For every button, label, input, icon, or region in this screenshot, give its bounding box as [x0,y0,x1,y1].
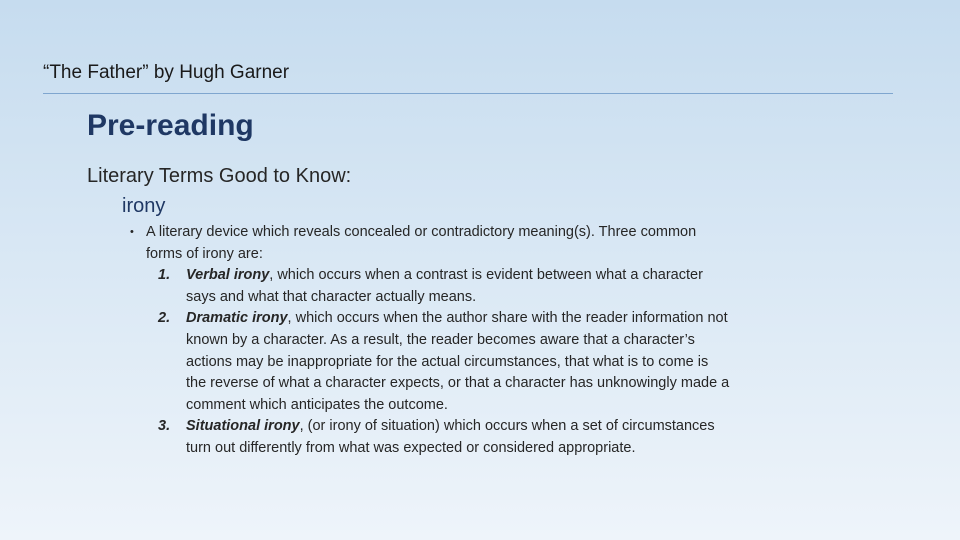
bullet-icon: • [130,226,134,238]
section-title: Pre-reading [87,109,254,142]
subtitle: Literary Terms Good to Know: [87,165,352,187]
list-number: 3. [158,418,171,435]
list-item [130,416,730,459]
list-number: 2. [158,310,171,327]
list-item [130,265,730,308]
definition-block [130,222,730,460]
form-term: Situational irony [186,418,300,435]
form-text: , which occurs when a contrast is evident between what a character says and what that character actually means. [186,267,703,305]
definition-bullet [130,222,730,265]
definition-text: A literary device which reveals concealed or contradictory meaning(s). Three common forms of irony are: [146,224,697,262]
term-heading: irony [122,195,166,217]
list-number: 1. [158,267,171,284]
header-divider [43,93,893,94]
form-term: Verbal irony [186,267,270,284]
form-term: Dramatic irony [186,310,288,327]
form-text: , which occurs when the author share with the reader information not known by a character. As a result, the reader becomes aware that a character’s actions may be inappropriate for the actual circumstances, that what is to come is the reverse of what a character expects, or that a character has unknowingly made a comment which anticipates the outcome. [186,310,730,413]
form-text: , (or irony of situation) which occurs when a set of circumstances turn out differently from what was expected or considered appropriate. [186,418,715,456]
list-item [130,308,730,416]
slide-header-title: “The Father” by Hugh Garner [43,62,290,83]
